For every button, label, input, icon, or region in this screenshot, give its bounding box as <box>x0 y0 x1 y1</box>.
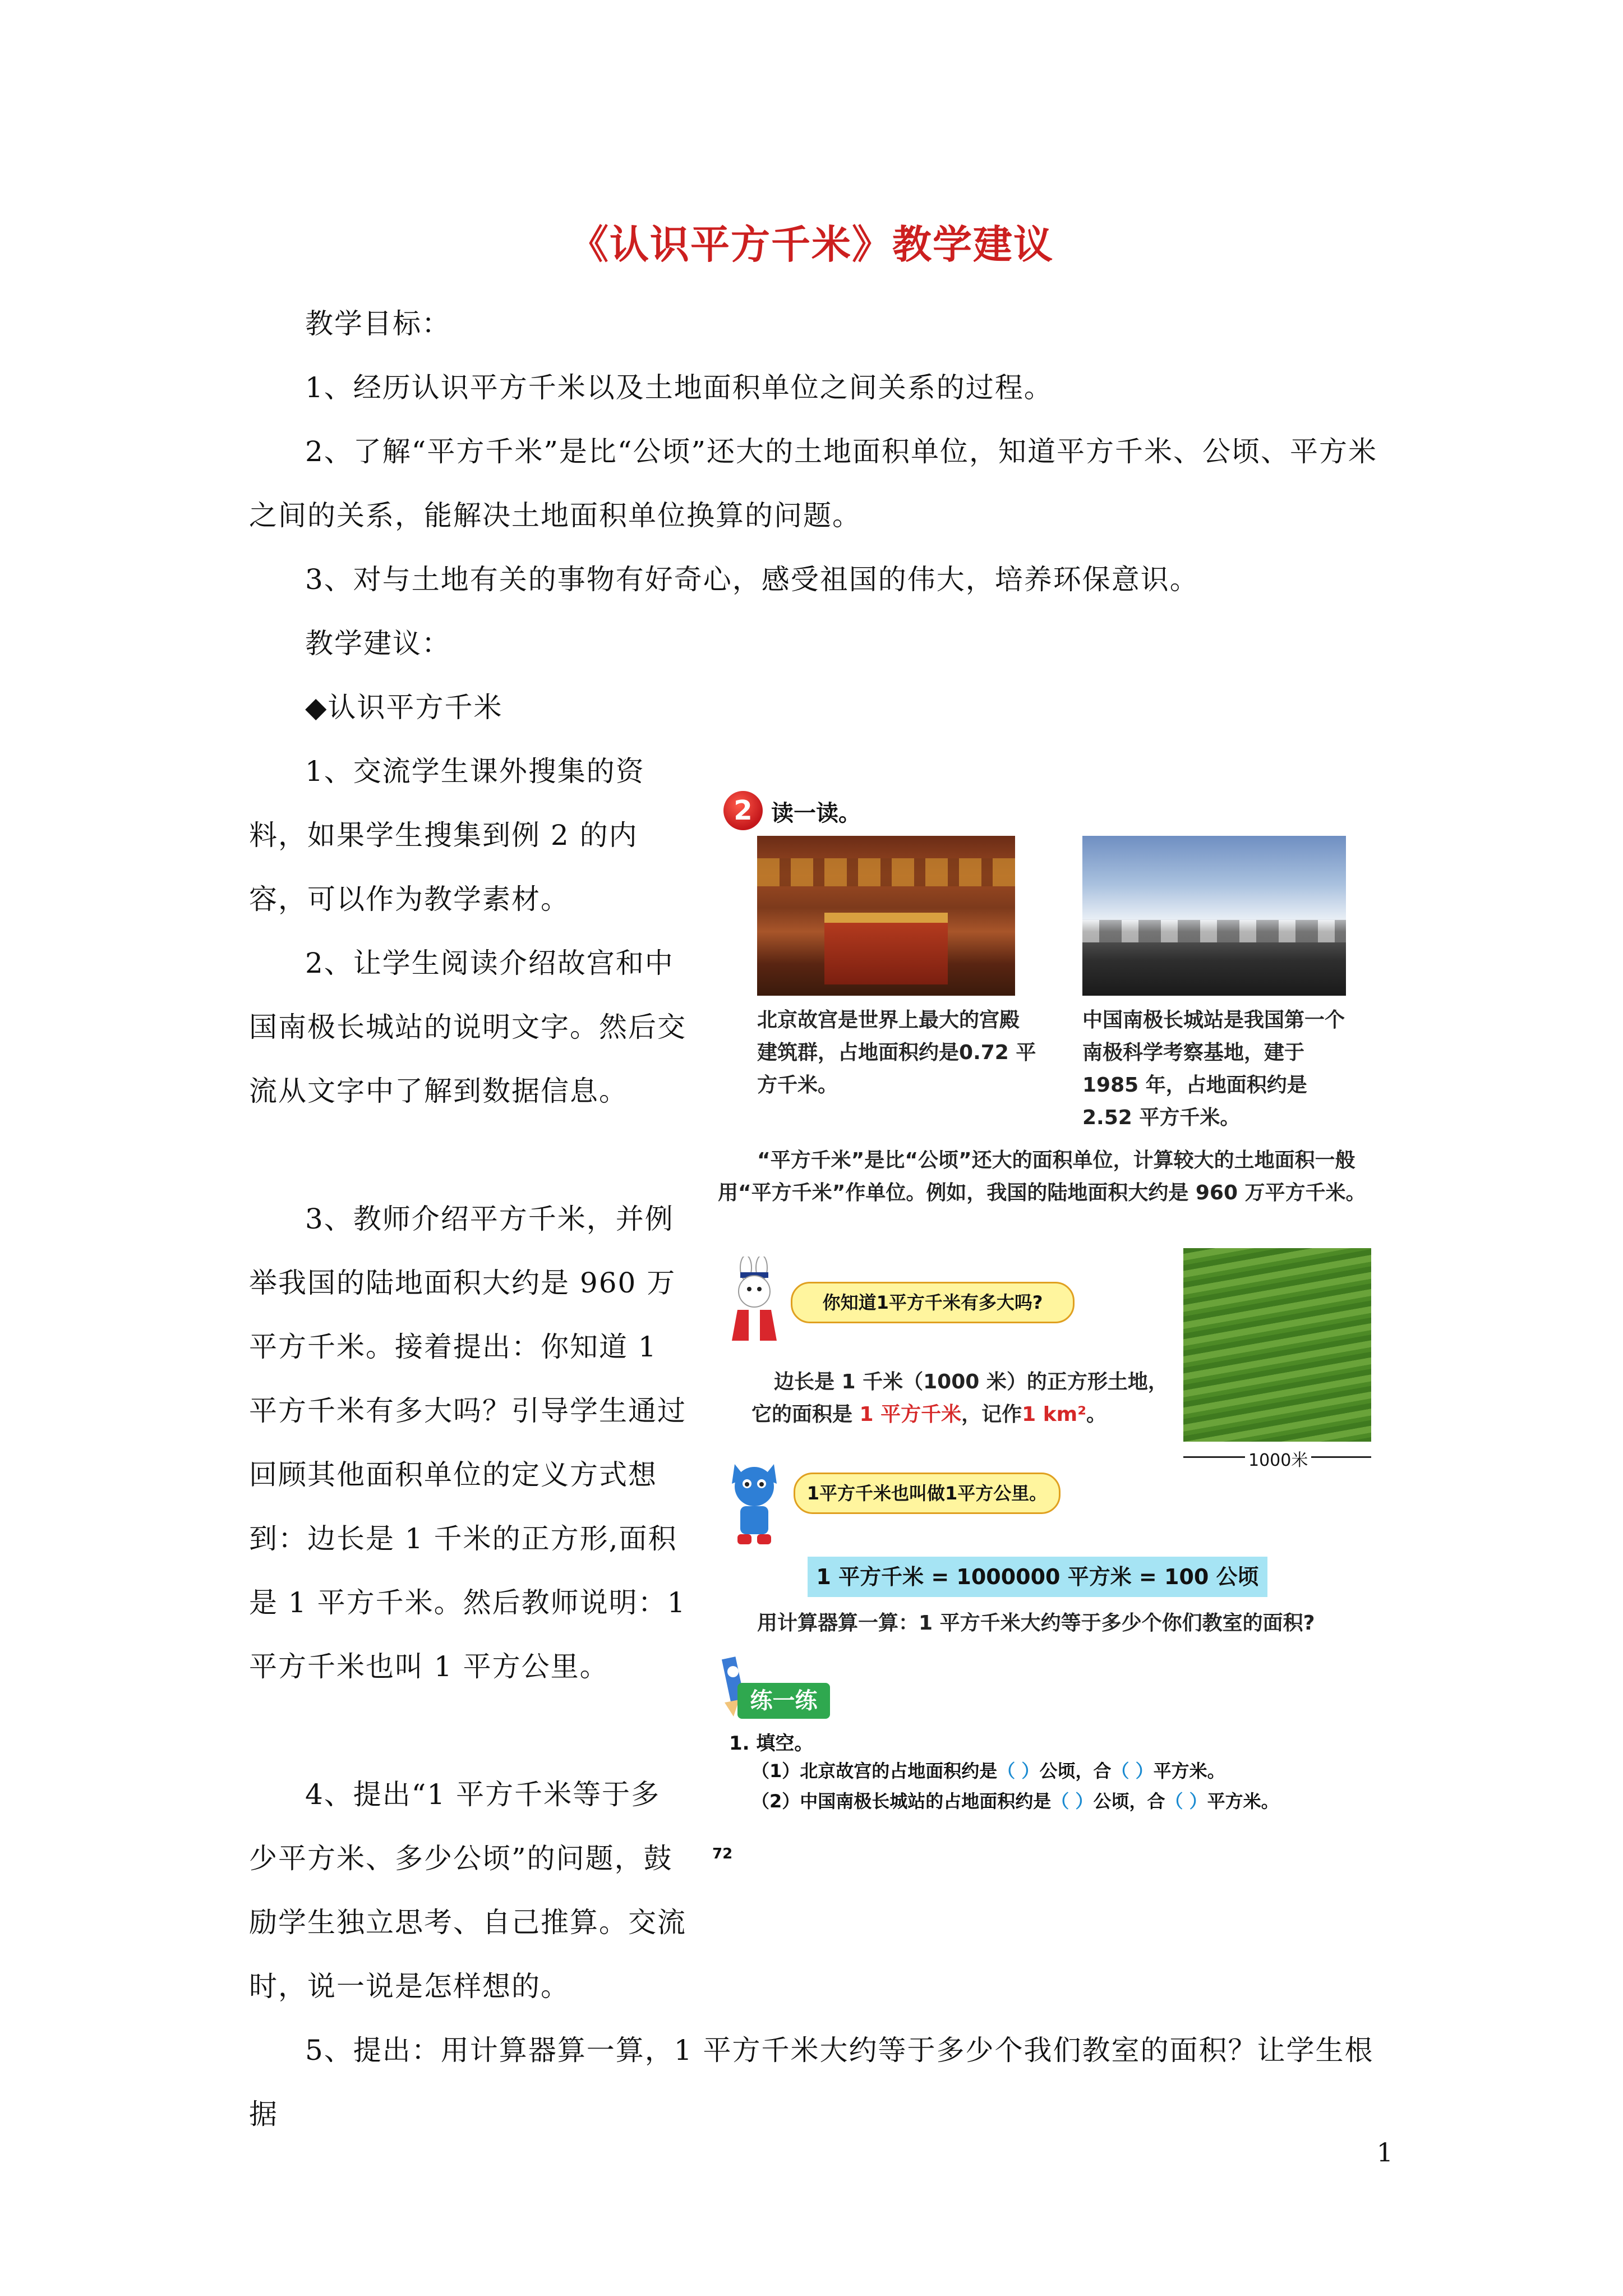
dimension-label: 1000米 <box>1245 1446 1311 1471</box>
definition-text: 边长是 1 千米（1000 米）的正方形土地，它的面积是 1 平方千米，记作1 km²。 <box>751 1370 1168 1426</box>
forbidden-city-photo <box>757 836 1015 996</box>
goals-heading: 教学目标： <box>305 307 451 340</box>
question-1: 1. 填空。 <box>729 1732 814 1755</box>
textbook-excerpt <box>707 774 1396 1874</box>
question-1-part-2: （2）中国南极长城站的占地面积约是（ ）公顷，合（ ）平方米。 <box>751 1791 1279 1812</box>
example-label: 读一读。 <box>771 800 861 826</box>
bottom-paragraph: 5、提出：用计算器算一算，1 平方千米大约等于多少个我们教室的面积？让学生根据 <box>249 2034 1374 2131</box>
calculator-prompt: 用计算器算一算：1 平方千米大约等于多少个你们教室的面积? <box>757 1612 1315 1635</box>
blue-cat-icon <box>723 1453 785 1548</box>
note-bubble: 1平方千米也叫做1平方公里。 <box>794 1473 1061 1514</box>
farm-field-photo <box>1183 1248 1371 1442</box>
dimension-marker <box>1183 1446 1371 1469</box>
left-paragraph-2: 2、让学生阅读介绍故宫和中国南极长城站的说明文字。然后交流从文字中了解到数据信息。 <box>249 947 686 1107</box>
example-badge: 2 <box>723 791 763 830</box>
left-paragraph-3: 3、教师介绍平方千米，并例举我国的陆地面积大约是 960 万平方千米。接着提出：你知道 1 平方千米有多大吗？引导学生通过回顾其他面积单位的定义方式想到：边长是 1 千米的正方形,面积是 1 平方千米。然后教师说明：1 平方千米也叫 1 平方公里。 <box>249 1203 686 1683</box>
advice-heading: 教学建议： <box>305 627 451 660</box>
left-paragraph-1: 1、交流学生课外搜集的资料，如果学生搜集到例 2 的内容，可以作为教学素材。 <box>249 755 645 915</box>
goal-2: 2、了解“平方千米”是比“公顷”还大的土地面积单位，知道平方千米、公顷、平方米之间的关系，能解决土地面积单位换算的问题。 <box>249 435 1378 532</box>
palace-caption: 北京故宫是世界上最大的宫殿建筑群，占地面积约是0.72 平方千米。 <box>757 1009 1036 1097</box>
page-number: 1 <box>1376 2137 1393 2168</box>
rabbit-teacher-icon <box>723 1257 785 1346</box>
intro-text: “平方千米”是比“公顷”还大的面积单位，计算较大的土地面积一般用“平方千米”作单位。例如，我国的陆地面积大约是 960 万平方千米。 <box>718 1149 1366 1204</box>
goal-1: 1、经历认识平方千米以及土地面积单位之间关系的过程。 <box>305 371 1053 404</box>
question-bubble: 你知道1平方千米有多大吗? <box>791 1282 1075 1323</box>
page-title: 《认识平方千米》教学建议 <box>569 221 1054 268</box>
question-1-part-1: （1）北京故宫的占地面积约是（ ）公顷，合（ ）平方米。 <box>751 1760 1225 1782</box>
practice-banner: 练一练 <box>737 1683 830 1719</box>
conversion-formula: 1 平方千米 = 1000000 平方米 = 100 公顷 <box>808 1557 1267 1597</box>
left-paragraph-4: 4、提出“1 平方千米等于多少平方米、多少公顷”的问题，鼓励学生独立思考、自己推算。交流时，说一说是怎样想的。 <box>249 1778 686 2003</box>
antarctic-caption: 中国南极长城站是我国第一个南极科学考察基地，建于 1985 年，占地面积约是 2.52 平方千米。 <box>1082 1009 1345 1129</box>
section-heading: ◆认识平方千米 <box>305 691 503 724</box>
textbook-page-number: 72 <box>712 1846 733 1862</box>
goal-3: 3、对与土地有关的事物有好奇心，感受祖国的伟大，培养环保意识。 <box>305 563 1199 596</box>
antarctic-station-photo <box>1082 836 1346 996</box>
